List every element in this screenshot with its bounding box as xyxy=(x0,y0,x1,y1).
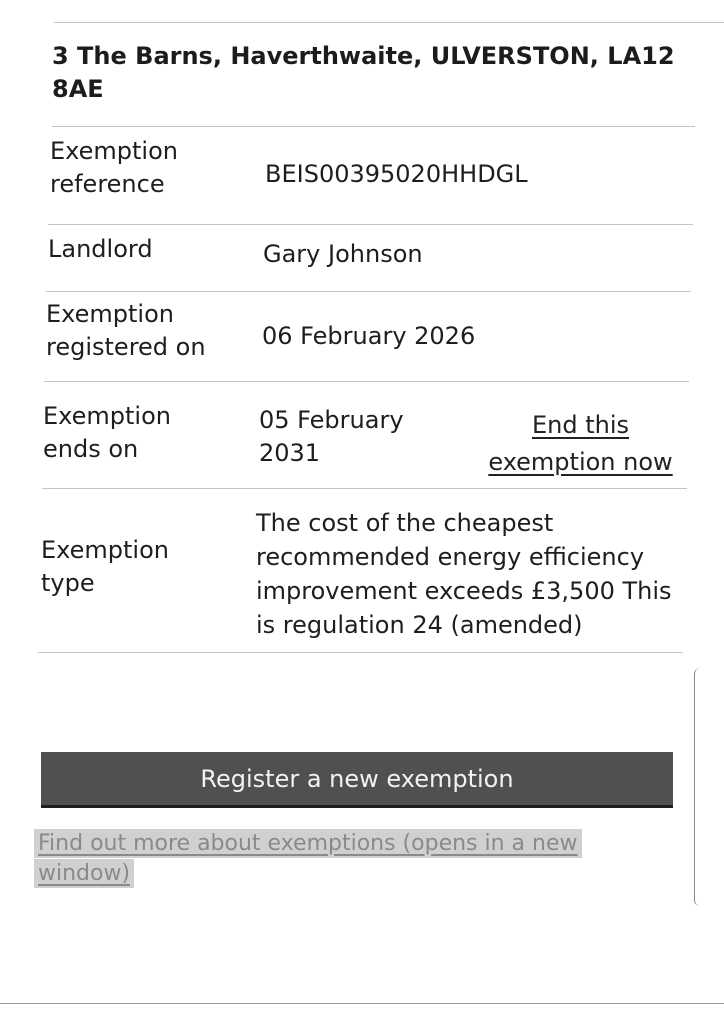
top-divider xyxy=(54,22,724,23)
row-divider xyxy=(42,488,687,489)
property-address: 3 The Barns, Haverthwaite, ULVERSTON, LA12 8AE xyxy=(52,42,675,103)
exemption-type-label: Exemption type xyxy=(41,536,169,597)
row-divider xyxy=(52,126,695,127)
row-divider xyxy=(44,381,689,382)
find-out-more-wrapper xyxy=(34,829,620,889)
ends-on-label: Exemption ends on xyxy=(43,402,171,463)
row-divider xyxy=(48,224,693,225)
exemption-type-value: The cost of the cheapest recommended energy efficiency improvement exceeds £3,500 This is regulation 24 (amended) xyxy=(256,509,672,639)
bottom-divider xyxy=(0,1003,724,1004)
ends-on-value: 05 February 2031 xyxy=(259,406,404,467)
exemption-reference-label: Exemption reference xyxy=(50,137,178,198)
find-out-more-link[interactable]: Find out more about exemptions (opens in a new window) xyxy=(34,829,582,888)
end-exemption-link[interactable]: End this exemption now xyxy=(488,411,673,476)
register-new-exemption-button[interactable]: Register a new exemption xyxy=(41,752,673,808)
landlord-label: Landlord xyxy=(48,235,153,263)
exemption-reference-value: BEIS00395020HHDGL xyxy=(265,160,528,188)
row-divider xyxy=(38,652,683,653)
row-divider xyxy=(46,291,691,292)
page-edge-mark xyxy=(694,668,700,906)
registered-on-value: 06 February 2026 xyxy=(262,322,476,350)
landlord-value: Gary Johnson xyxy=(263,240,423,268)
registered-on-label: Exemption registered on xyxy=(46,300,206,361)
